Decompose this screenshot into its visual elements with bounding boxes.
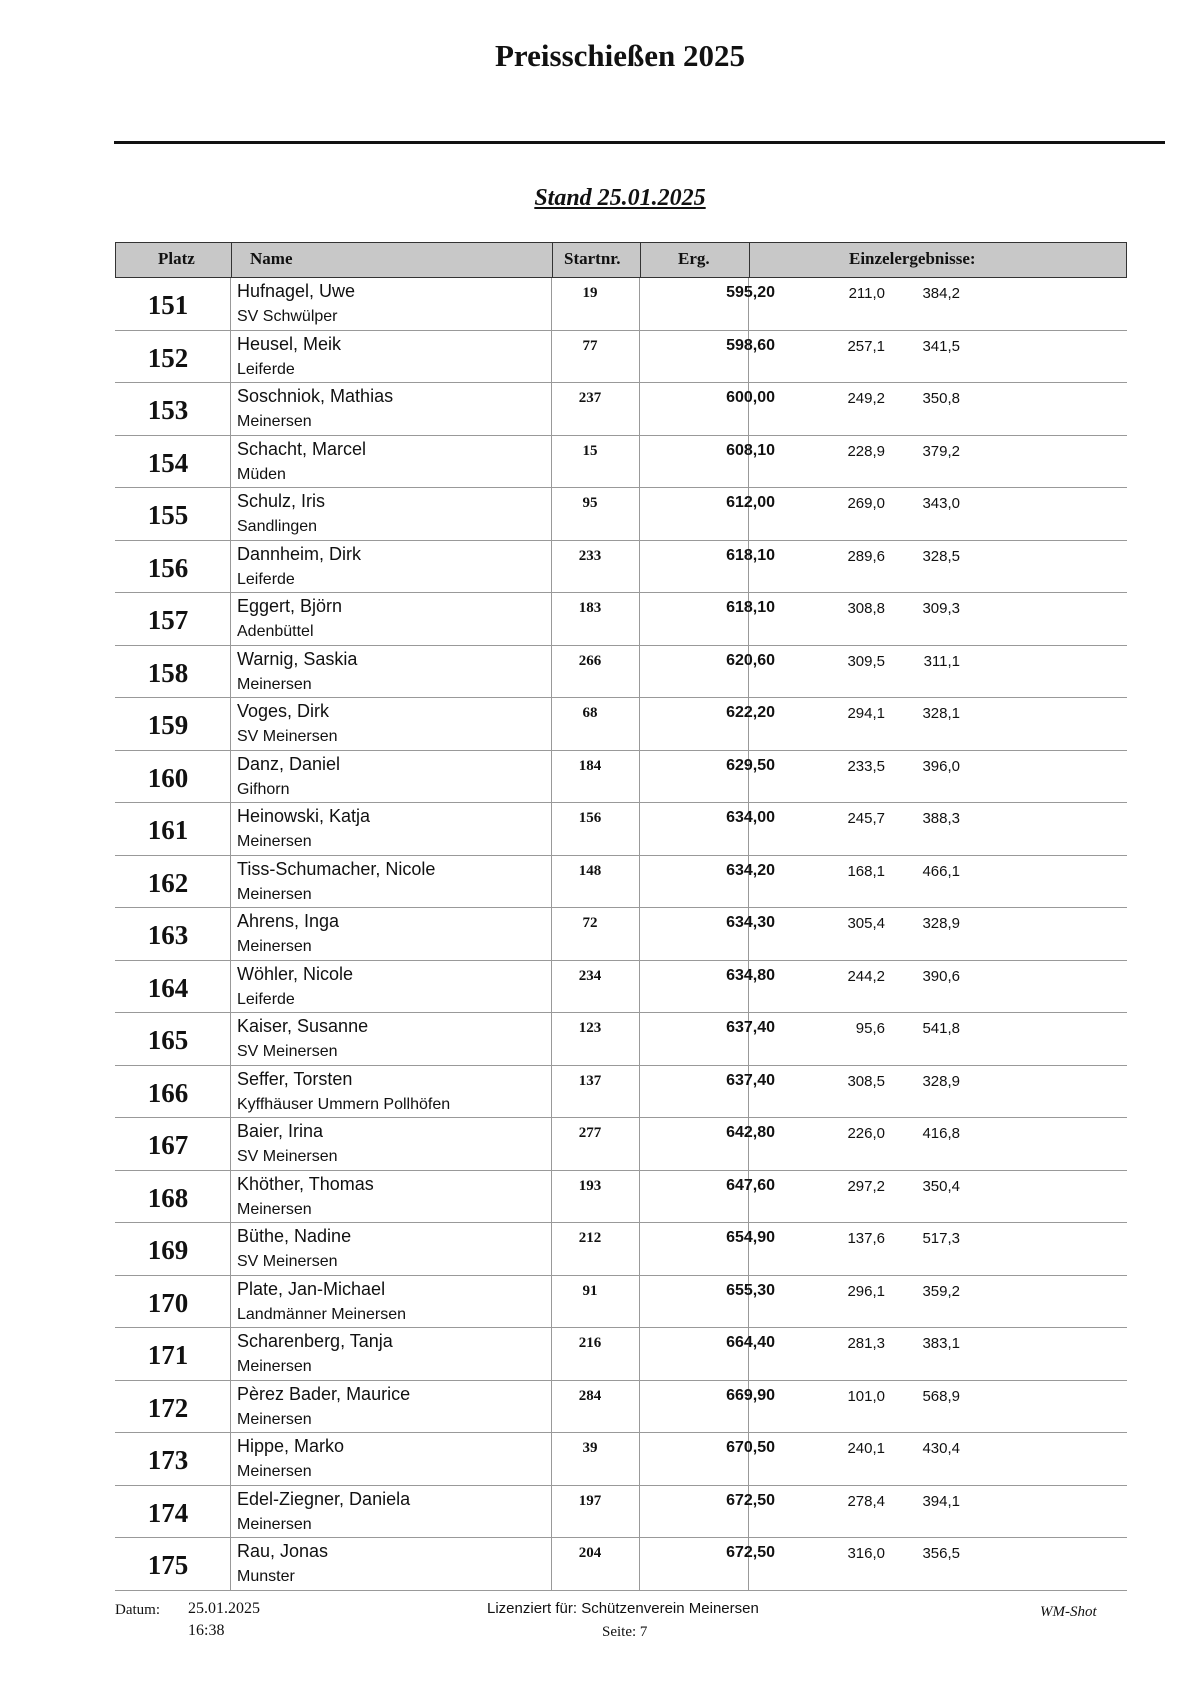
cell-einzel-2: 466,1	[922, 862, 960, 880]
cell-erg: 637,40	[726, 1071, 775, 1089]
cell-platz: 175	[147, 1550, 189, 1580]
cell-einzel-1: 226,0	[847, 1125, 885, 1142]
column-divider	[230, 646, 231, 698]
column-divider	[230, 331, 231, 383]
cell-einzel-2: 517,3	[922, 1230, 960, 1247]
cell-einzel-2: 350,8	[922, 390, 960, 407]
column-divider	[230, 908, 231, 960]
table-body	[115, 278, 1127, 1591]
column-divider	[230, 488, 231, 540]
cell-club: Müden	[237, 465, 286, 483]
cell-name: Hippe, Marko	[237, 1436, 345, 1456]
cell-einzel-1: 289,6	[847, 547, 885, 565]
footer-date: 25.01.2025	[188, 1600, 260, 1617]
cell-name: Danz, Daniel	[237, 753, 341, 774]
cell-startnr: 68	[582, 705, 598, 721]
cell-einzel-2: 341,5	[922, 337, 960, 355]
column-divider	[639, 488, 640, 540]
header-startnr: Startnr.	[564, 249, 621, 268]
column-divider	[551, 908, 552, 960]
cell-platz: 153	[147, 395, 189, 425]
cell-erg: 655,30	[726, 1281, 775, 1299]
table-row	[115, 436, 1127, 489]
cell-einzel-2: 328,5	[922, 547, 960, 565]
cell-name: Büthe, Nadine	[237, 1226, 352, 1246]
cell-erg: 622,20	[726, 704, 775, 721]
header-divider	[231, 243, 232, 277]
cell-club: Meinersen	[237, 938, 312, 955]
cell-name: Rau, Jonas	[237, 1541, 329, 1561]
cell-club: Munster	[237, 1568, 295, 1585]
cell-erg: 672,50	[726, 1544, 775, 1561]
cell-platz: 151	[147, 290, 189, 320]
cell-erg: 629,50	[726, 756, 775, 774]
column-divider	[551, 593, 552, 645]
cell-startnr: 72	[582, 915, 598, 931]
cell-platz: 163	[147, 920, 189, 950]
column-divider	[230, 541, 231, 593]
cell-name: Baier, Irina	[237, 1121, 324, 1141]
cell-club: Meinersen	[237, 833, 312, 850]
cell-startnr: 277	[578, 1125, 602, 1141]
cell-erg: 634,00	[726, 809, 775, 826]
cell-einzel-2: 328,1	[922, 705, 960, 722]
column-divider	[639, 331, 640, 383]
table-row	[115, 1013, 1127, 1066]
cell-einzel-2: 396,0	[922, 757, 960, 775]
column-divider	[551, 1223, 552, 1275]
column-divider	[551, 331, 552, 383]
footer-license: Lizenziert für: Schützenverein Meinersen	[487, 1600, 759, 1617]
cell-startnr: 91	[582, 1282, 598, 1299]
column-divider	[551, 1538, 552, 1590]
table-row	[115, 1066, 1127, 1119]
cell-name: Dannheim, Dirk	[237, 543, 362, 564]
cell-club: Kyffhäuser Ummern Pollhöfen	[237, 1095, 451, 1113]
cell-einzel-2: 568,9	[922, 1387, 960, 1405]
cell-erg: 620,60	[726, 651, 775, 669]
column-divider	[551, 856, 552, 908]
cell-erg: 672,50	[726, 1491, 775, 1509]
cell-platz: 165	[147, 1025, 189, 1055]
cell-erg: 654,90	[726, 1229, 775, 1246]
cell-platz: 157	[147, 605, 189, 635]
cell-platz: 155	[147, 500, 189, 530]
page-title: Preisschießen 2025	[495, 38, 745, 73]
table-row	[115, 383, 1127, 436]
cell-einzel-2: 311,1	[923, 652, 960, 670]
cell-name: Kaiser, Susanne	[237, 1016, 369, 1036]
cell-einzel-1: 245,7	[847, 810, 885, 827]
cell-einzel-1: 294,1	[847, 705, 885, 722]
cell-platz: 158	[147, 657, 189, 688]
column-divider	[551, 1433, 552, 1485]
cell-einzel-1: 297,2	[847, 1177, 885, 1195]
table-row	[115, 1276, 1127, 1329]
column-divider	[551, 1486, 552, 1538]
column-divider	[639, 908, 640, 960]
table-row	[115, 331, 1127, 384]
cell-erg: 595,20	[726, 284, 775, 301]
cell-name: Soschniok, Mathias	[237, 386, 394, 406]
table-row	[115, 961, 1127, 1014]
column-divider	[230, 1381, 231, 1433]
column-divider	[230, 1328, 231, 1380]
column-divider	[230, 1171, 231, 1223]
cell-club: Leiferde	[237, 570, 295, 588]
cell-startnr: 266	[578, 652, 602, 669]
column-divider	[551, 1118, 552, 1170]
cell-einzel-2: 416,8	[922, 1125, 960, 1142]
column-divider	[639, 1433, 640, 1485]
page-subtitle: Stand 25.01.2025	[534, 185, 706, 211]
column-divider	[639, 541, 640, 593]
cell-einzel-1: 305,4	[847, 915, 885, 932]
column-divider	[639, 751, 640, 803]
table-row	[115, 856, 1127, 909]
column-divider	[551, 436, 552, 488]
cell-einzel-1: 249,2	[847, 390, 885, 407]
cell-club: Leiferde	[237, 990, 295, 1008]
column-divider	[551, 803, 552, 855]
column-divider	[639, 646, 640, 698]
cell-startnr: 204	[578, 1545, 602, 1561]
cell-einzel-1: 233,5	[847, 757, 885, 775]
column-divider	[230, 436, 231, 488]
column-divider	[551, 488, 552, 540]
cell-einzel-1: 240,1	[847, 1440, 885, 1457]
cell-erg: 642,80	[726, 1124, 775, 1141]
cell-club: Meinersen	[237, 675, 312, 693]
cell-einzel-1: 309,5	[847, 652, 885, 670]
cell-club: Meinersen	[237, 413, 312, 430]
cell-einzel-2: 328,9	[922, 915, 960, 932]
cell-club: Meinersen	[237, 1200, 312, 1218]
cell-startnr: 95	[582, 495, 598, 511]
cell-club: SV Meinersen	[237, 1043, 338, 1060]
cell-einzel-1: 296,1	[847, 1282, 885, 1300]
cell-name: Edel-Ziegner, Daniela	[237, 1488, 411, 1509]
table-row	[115, 593, 1127, 646]
cell-name: Plate, Jan-Michael	[237, 1278, 386, 1299]
column-divider	[551, 541, 552, 593]
column-divider	[230, 383, 231, 435]
column-divider	[639, 1276, 640, 1328]
column-divider	[551, 278, 552, 330]
column-divider	[551, 646, 552, 698]
column-divider	[639, 803, 640, 855]
column-divider	[230, 751, 231, 803]
cell-platz: 168	[147, 1182, 189, 1213]
cell-startnr: 212	[578, 1230, 602, 1246]
column-divider	[230, 1013, 231, 1065]
cell-einzel-1: 228,9	[847, 442, 885, 460]
header-erg: Erg.	[678, 249, 710, 268]
cell-einzel-1: 101,0	[847, 1387, 885, 1405]
column-divider	[230, 1276, 231, 1328]
cell-einzel-1: 308,8	[847, 600, 885, 617]
cell-einzel-1: 168,1	[847, 862, 885, 880]
column-divider	[551, 698, 552, 750]
column-divider	[639, 856, 640, 908]
cell-platz: 174	[147, 1497, 189, 1528]
column-divider	[639, 436, 640, 488]
cell-startnr: 137	[578, 1072, 602, 1089]
cell-platz: 160	[147, 762, 189, 793]
results-table	[115, 242, 1127, 1591]
cell-platz: 167	[147, 1130, 189, 1160]
cell-startnr: 197	[578, 1492, 602, 1509]
cell-einzel-2: 356,5	[922, 1545, 960, 1562]
cell-club: SV Schwülper	[237, 308, 338, 325]
header-platz: Platz	[158, 249, 195, 268]
cell-startnr: 193	[578, 1177, 602, 1194]
cell-startnr: 233	[578, 547, 602, 564]
cell-erg: 664,40	[726, 1334, 775, 1351]
cell-platz: 156	[147, 552, 189, 583]
cell-erg: 634,30	[726, 914, 775, 931]
cell-club: Landmänner Meinersen	[237, 1305, 406, 1323]
cell-startnr: 184	[578, 757, 602, 774]
table-row	[115, 1433, 1127, 1486]
title-divider	[114, 141, 1165, 144]
cell-erg: 618,10	[726, 546, 775, 564]
cell-platz: 169	[147, 1235, 189, 1265]
cell-startnr: 284	[578, 1387, 602, 1404]
cell-erg: 637,40	[726, 1019, 775, 1036]
cell-erg: 600,00	[726, 389, 775, 406]
cell-startnr: 77	[582, 337, 598, 354]
cell-name: Schulz, Iris	[237, 491, 326, 511]
cell-einzel-2: 541,8	[922, 1020, 960, 1037]
cell-startnr: 156	[578, 810, 602, 826]
header-divider	[552, 243, 553, 277]
column-divider	[230, 803, 231, 855]
cell-erg: 618,10	[726, 599, 775, 616]
column-divider	[551, 1381, 552, 1433]
cell-club: Meinersen	[237, 1463, 312, 1480]
column-divider	[551, 1013, 552, 1065]
cell-einzel-2: 359,2	[922, 1282, 960, 1300]
cell-erg: 598,60	[726, 336, 775, 354]
cell-einzel-2: 394,1	[922, 1492, 960, 1510]
cell-club: Gifhorn	[237, 780, 290, 798]
column-divider	[230, 856, 231, 908]
column-divider	[639, 593, 640, 645]
column-divider	[639, 1171, 640, 1223]
cell-club: SV Meinersen	[237, 1148, 338, 1165]
footer-datum-label: Datum:	[115, 1602, 160, 1618]
footer-page-number: 7	[639, 1624, 648, 1640]
table-row	[115, 488, 1127, 541]
cell-erg: 669,90	[726, 1386, 775, 1404]
cell-startnr: 237	[578, 390, 602, 406]
cell-einzel-1: 257,1	[847, 337, 885, 355]
cell-platz: 159	[147, 710, 189, 740]
column-divider	[639, 1328, 640, 1380]
cell-platz: 171	[147, 1340, 189, 1370]
header-einzelergebnisse: Einzelergebnisse:	[849, 249, 976, 268]
column-divider	[551, 961, 552, 1013]
cell-club: Meinersen	[237, 1410, 312, 1428]
cell-einzel-1: 281,3	[847, 1335, 885, 1352]
cell-einzel-2: 384,2	[922, 285, 960, 302]
column-divider	[639, 1118, 640, 1170]
column-divider	[230, 593, 231, 645]
cell-einzel-1: 95,6	[855, 1020, 885, 1037]
cell-einzel-2: 379,2	[922, 442, 960, 460]
cell-club: Leiferde	[237, 360, 295, 378]
cell-einzel-1: 211,0	[848, 285, 885, 302]
column-divider	[230, 698, 231, 750]
cell-startnr: 183	[578, 600, 602, 616]
cell-einzel-1: 269,0	[847, 495, 885, 512]
cell-einzel-2: 350,4	[922, 1177, 960, 1195]
cell-name: Khöther, Thomas	[237, 1173, 374, 1194]
cell-platz: 162	[147, 867, 189, 898]
cell-name: Ahrens, Inga	[237, 911, 340, 931]
header-divider	[749, 243, 750, 277]
cell-startnr: 148	[578, 862, 602, 879]
cell-club: Sandlingen	[237, 518, 318, 535]
cell-einzel-2: 328,9	[922, 1072, 960, 1090]
column-divider	[551, 1066, 552, 1118]
column-divider	[230, 278, 231, 330]
footer-page-label: Seite:	[602, 1624, 637, 1640]
cell-einzel-1: 137,6	[847, 1230, 885, 1247]
cell-einzel-1: 278,4	[847, 1492, 885, 1510]
column-divider	[230, 1223, 231, 1275]
column-divider	[551, 751, 552, 803]
cell-platz: 161	[147, 815, 189, 845]
table-row	[115, 1381, 1127, 1434]
table-row	[115, 541, 1127, 594]
cell-platz: 154	[147, 447, 189, 478]
table-row	[115, 1538, 1127, 1591]
cell-name: Tiss-Schumacher, Nicole	[237, 858, 436, 879]
cell-club: Meinersen	[237, 885, 312, 903]
table-header	[115, 242, 1127, 278]
cell-name: Wöhler, Nicole	[237, 963, 354, 984]
cell-einzel-2: 383,1	[922, 1335, 960, 1352]
column-divider	[639, 383, 640, 435]
column-divider	[230, 1118, 231, 1170]
cell-einzel-1: 308,5	[847, 1072, 885, 1090]
table-row	[115, 751, 1127, 804]
cell-club: Meinersen	[237, 1515, 312, 1533]
column-divider	[639, 1013, 640, 1065]
cell-platz: 166	[147, 1077, 189, 1108]
cell-einzel-1: 244,2	[847, 967, 885, 985]
header-name: Name	[250, 249, 293, 268]
cell-name: Hufnagel, Uwe	[237, 281, 356, 301]
table-row	[115, 908, 1127, 961]
column-divider	[230, 1486, 231, 1538]
column-divider	[551, 1328, 552, 1380]
cell-einzel-2: 388,3	[922, 810, 960, 827]
cell-name: Voges, Dirk	[237, 701, 330, 721]
cell-platz: 173	[147, 1445, 189, 1475]
cell-einzel-2: 430,4	[922, 1440, 960, 1457]
column-divider	[639, 698, 640, 750]
cell-erg: 612,00	[726, 494, 775, 511]
cell-einzel-2: 390,6	[922, 967, 960, 985]
column-divider	[551, 1276, 552, 1328]
cell-startnr: 123	[578, 1020, 602, 1036]
cell-name: Scharenberg, Tanja	[237, 1331, 393, 1351]
cell-name: Heinowski, Katja	[237, 806, 371, 826]
cell-name: Schacht, Marcel	[237, 438, 367, 459]
cell-club: Adenbüttel	[237, 623, 314, 640]
cell-club: SV Meinersen	[237, 1253, 338, 1270]
cell-name: Warnig, Saskia	[237, 648, 358, 669]
footer-brand: WM-Shot	[1040, 1604, 1097, 1620]
cell-name: Heusel, Meik	[237, 333, 342, 354]
table-row	[115, 698, 1127, 751]
cell-erg: 634,80	[726, 966, 775, 984]
table-row	[115, 1486, 1127, 1539]
cell-club: Meinersen	[237, 1358, 312, 1375]
column-divider	[639, 1486, 640, 1538]
cell-platz: 172	[147, 1392, 189, 1423]
column-divider	[639, 1381, 640, 1433]
cell-startnr: 19	[582, 285, 598, 301]
cell-platz: 152	[147, 342, 189, 373]
cell-erg: 670,50	[726, 1439, 775, 1456]
cell-erg: 634,20	[726, 861, 775, 879]
column-divider	[551, 383, 552, 435]
column-divider	[639, 1066, 640, 1118]
column-divider	[639, 1223, 640, 1275]
cell-startnr: 216	[578, 1335, 602, 1351]
footer-page	[602, 1624, 647, 1641]
cell-einzel-2: 309,3	[922, 600, 960, 617]
cell-name: Seffer, Torsten	[237, 1068, 353, 1089]
cell-name: Pèrez Bader, Maurice	[237, 1383, 411, 1404]
table-row	[115, 646, 1127, 699]
table-row	[115, 1118, 1127, 1171]
cell-einzel-2: 343,0	[922, 495, 960, 512]
header-divider	[640, 243, 641, 277]
column-divider	[230, 961, 231, 1013]
column-divider	[639, 278, 640, 330]
table-row	[115, 1171, 1127, 1224]
cell-platz: 170	[147, 1287, 189, 1318]
column-divider	[639, 1538, 640, 1590]
footer-time: 16:38	[188, 1622, 225, 1639]
cell-platz: 164	[147, 972, 189, 1003]
cell-startnr: 39	[582, 1440, 598, 1456]
table-row	[115, 1223, 1127, 1276]
table-row	[115, 278, 1127, 331]
cell-einzel-1: 316,0	[847, 1545, 885, 1562]
column-divider	[230, 1066, 231, 1118]
column-divider	[230, 1538, 231, 1590]
table-row	[115, 1328, 1127, 1381]
cell-startnr: 234	[578, 967, 602, 984]
cell-erg: 647,60	[726, 1176, 775, 1194]
column-divider	[230, 1433, 231, 1485]
column-divider	[639, 961, 640, 1013]
column-divider	[551, 1171, 552, 1223]
table-row	[115, 803, 1127, 856]
cell-club: SV Meinersen	[237, 728, 338, 745]
cell-erg: 608,10	[726, 441, 775, 459]
cell-startnr: 15	[582, 442, 598, 459]
cell-name: Eggert, Björn	[237, 596, 343, 616]
